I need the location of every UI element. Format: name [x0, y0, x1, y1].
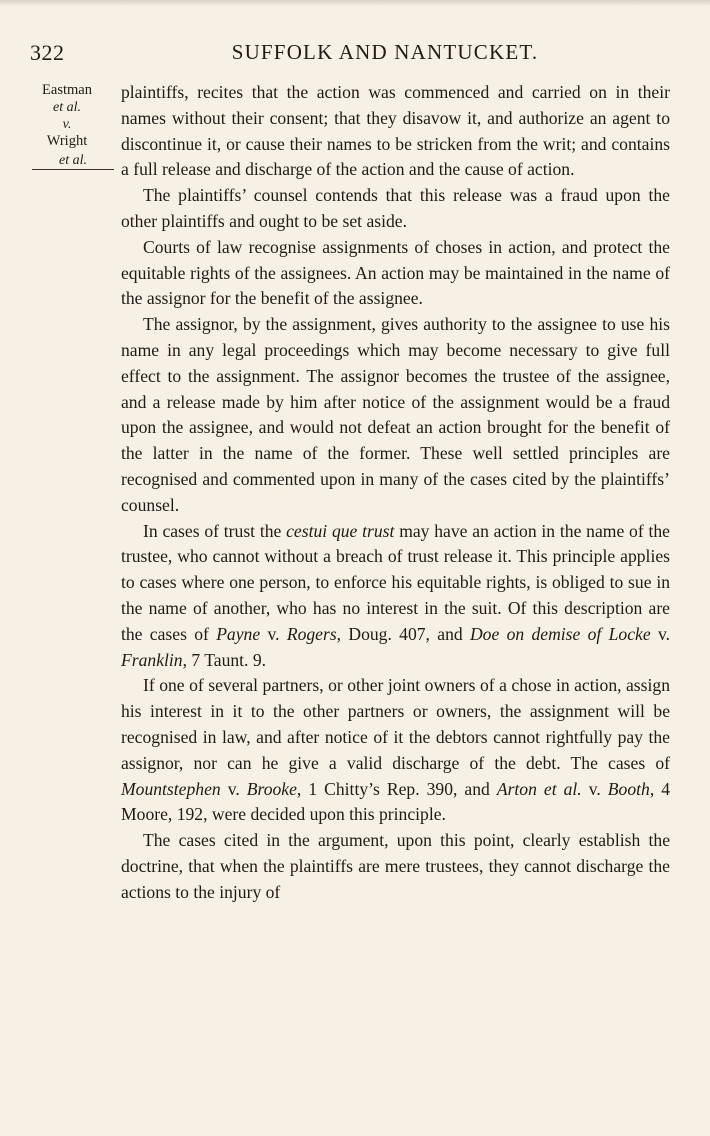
- margin-note-line: et al.: [32, 152, 114, 170]
- paragraph-text: plaintiffs, recites that the action was commenced and carried on in their names without their consent; that they disavow it, and authorize an agent to discontinue it, or cause their names to be stricken from the writ; and contains a full release and discharge of the action and the cause of action.: [121, 82, 670, 180]
- paragraph: [121, 183, 670, 235]
- paragraph: [121, 235, 670, 312]
- paragraph: [121, 828, 670, 905]
- italic-citation: Booth: [607, 778, 650, 799]
- margin-note-line: Eastman: [42, 82, 92, 98]
- paragraph-text: If one of several partners, or other joint owners of a chose in action, assign his interest in it to the other partners or owners, the assignment will be recognised in law, and after notice of it the debtors cannot rightfully pay the assignor, nor can he give a valid discharge of the debt. The cases of: [121, 675, 670, 773]
- paragraph-text: , Doug. 407, and: [336, 623, 470, 644]
- italic-citation: Brooke: [246, 778, 297, 799]
- paragraph: [121, 312, 670, 518]
- paragraph: [121, 673, 670, 828]
- paragraph: [121, 519, 670, 674]
- paragraph-text: v.: [650, 623, 670, 644]
- italic-citation: Payne: [216, 623, 261, 644]
- page-number: 322: [30, 40, 65, 65]
- italic-citation: Mountstephen: [121, 778, 221, 799]
- paragraph-text: , 4 Moore, 192, were decided upon this principle.: [121, 778, 671, 825]
- paragraph-text: v.: [581, 778, 608, 799]
- italic-citation: Arton et al.: [496, 778, 582, 799]
- paragraph-text: v.: [220, 778, 247, 799]
- margin-note-line: et al.: [53, 100, 81, 115]
- paragraph-text: , 7 Taunt. 9.: [182, 649, 267, 670]
- paragraph-text: The cases cited in the argument, upon this point, clearly establish the doctrine, that when the plaintiffs are mere trustees, they cannot discharge the actions to the injury of: [121, 830, 670, 902]
- paragraph-text: v.: [260, 623, 287, 644]
- paragraph-text: The plaintiffs’ counsel contends that this release was a fraud upon the other plaintiffs and ought to be set aside.: [121, 185, 670, 231]
- paragraph-text: Courts of law recognise assignments of choses in action, and protect the equitable rights of the assignees. An action may be maintained in the name of the assignor for the benefit of the assignee.: [121, 236, 670, 309]
- margin-note-line: Wright: [46, 133, 88, 149]
- italic-citation: Franklin: [121, 649, 183, 670]
- paragraph-text: , 1 Chitty’s Rep. 390, and: [296, 778, 497, 799]
- paragraph: [121, 80, 670, 183]
- body-text: [121, 80, 670, 906]
- margin-note-line: v.: [62, 117, 72, 132]
- running-title: SUFFOLK AND NANTUCKET.: [231, 40, 539, 64]
- paragraph-text: The assignor, by the assignment, gives authority to the assignee to use his name in any legal proceedings which may become necessary to give full effect to the assignment. The assignor becomes the trustee of the assignee, and a release made by him after notice of the assignment would be a fraud upon the assignee, and would not defeat an action brought for the benefit of the latter in the name of the former. These well settled principles are recognised and commented upon in many of the cases cited by the plaintiffs’ counsel.: [121, 314, 670, 515]
- running-head: [30, 40, 680, 68]
- italic-citation: cestui que trust: [286, 520, 395, 541]
- paragraph-text: may have an action in the name of the trustee, who cannot without a breach of trust release it. This principle applies to cases where one person, to enforce his equitable rights, is obliged to sue in the name of another, who has no interest in the suit. Of this description are the cases of: [121, 520, 670, 644]
- italic-citation: Doe on demise of Locke: [469, 623, 651, 644]
- page-top-shadow: [0, 0, 710, 6]
- margin-case-note: [20, 82, 114, 170]
- italic-citation: Rogers: [286, 623, 337, 644]
- paragraph-text: In cases of trust the: [143, 520, 287, 541]
